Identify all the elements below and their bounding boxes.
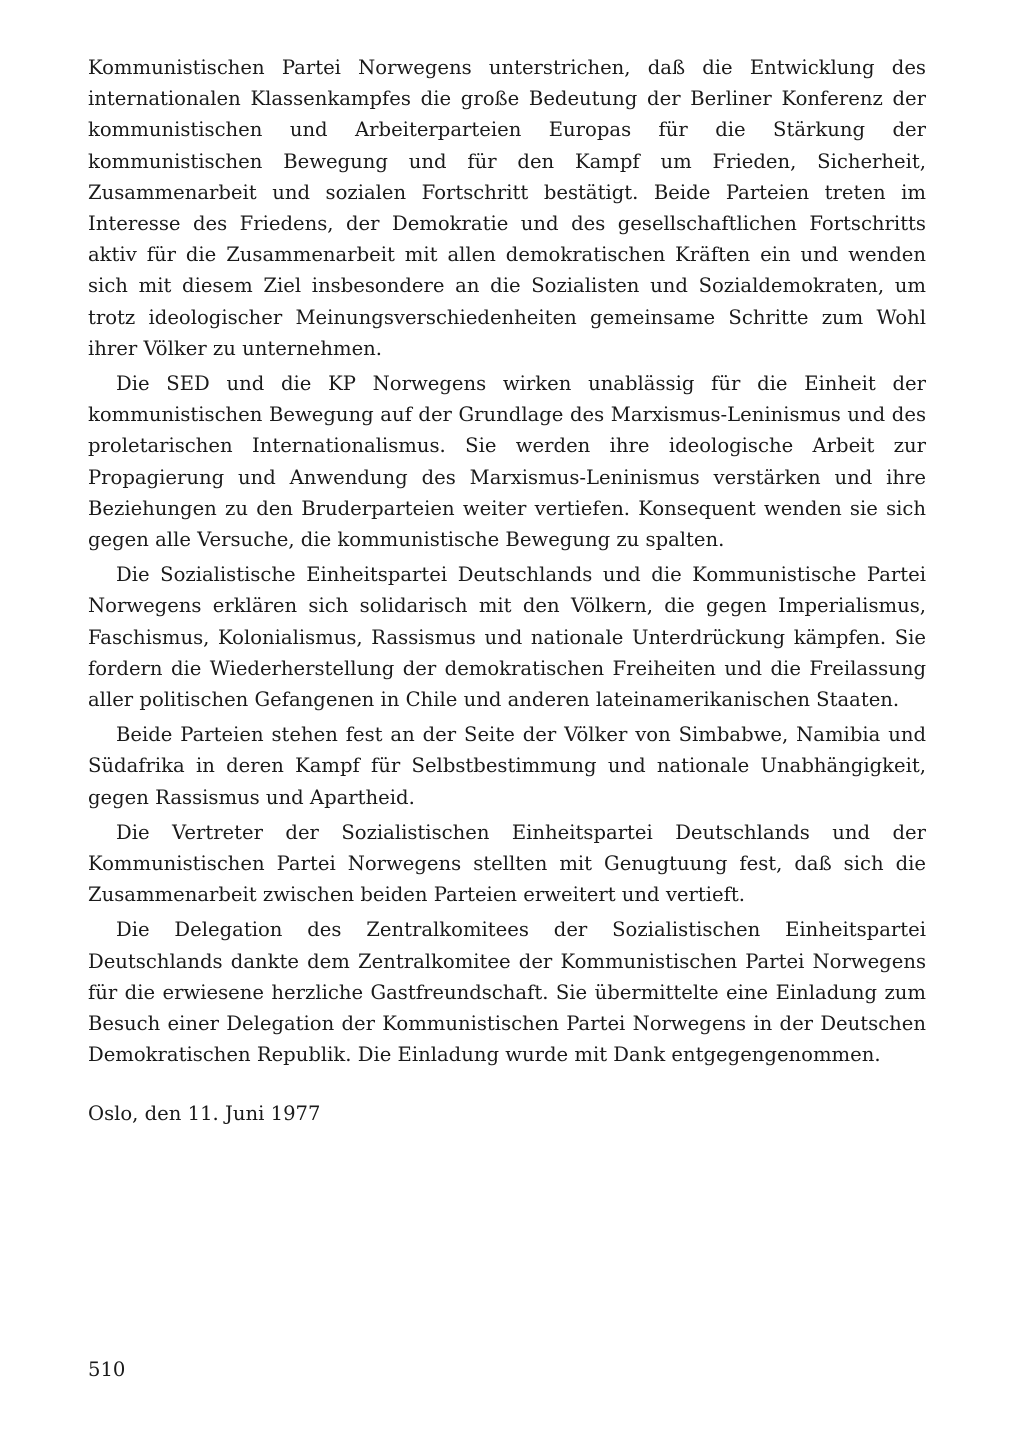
paragraph-3: Die Sozialistische Einheitspartei Deutschlands und die Kommunistische Partei Norwegens erklären sich solidarisch mit den Völkern, die gegen Imperialismus, Faschismus, Kolonialismus, Rassismus und nationale Unterdrückung kämpfen. Sie fordern die Wiederherstellung der demokratischen Freiheiten und die Freilassung aller politischen Gefangenen in Chile und anderen lateinamerikanischen Staaten. [88, 563, 926, 712]
page-number: 510 [88, 1358, 126, 1381]
paragraph-6: Die Delegation des Zentralkomitees der Sozialistischen Einheitspartei Deutschlands dankte dem Zentralkomitee der Kommunistischen Partei Norwegens für die erwiesene herzliche Gastfreundschaft. Sie übermittelte eine Einladung zum Besuch einer Delegation der Kommunistischen Partei Norwegens in der Deutschen Demokratischen Republik. Die Einladung wurde mit Dank entgegengenommen. [88, 918, 926, 1067]
document-body [88, 52, 926, 1129]
paragraph-4: Beide Parteien stehen fest an der Seite der Völker von Simbabwe, Namibia und Südafrika in deren Kampf für Selbstbestimmung und nationale Unabhängigkeit, gegen Rassismus und Apartheid. [88, 723, 926, 809]
paragraph-1: Kommunistischen Partei Norwegens unterstrichen, daß die Entwicklung des internationalen Klassenkampfes die große Bedeutung der Berliner Konferenz der kommunistischen und Arbeiterparteien Europas für die Stärkung der kommunistischen Bewegung und für den Kampf um Frieden, Sicherheit, Zusammenarbeit und sozialen Fortschritt bestätigt. Beide Parteien treten im Interesse des Friedens, der Demokratie und des gesellschaftlichen Fortschritts aktiv für die Zusammenarbeit mit allen demokratischen Kräften ein und wenden sich mit diesem Ziel insbesondere an die Sozialisten und Sozialdemokraten, um trotz ideologischer Meinungsverschiedenheiten gemeinsame Schritte zum Wohl ihrer Völker zu unternehmen. [88, 56, 926, 360]
closing-place-date: Oslo, den 11. Juni 1977 [88, 1101, 321, 1125]
paragraph-5: Die Vertreter der Sozialistischen Einheitspartei Deutschlands und der Kommunistischen Partei Norwegens stellten mit Genugtuung fest, daß sich die Zusammenarbeit zwischen beiden Parteien erweitert und vertieft. [88, 820, 926, 907]
paragraph-2: Die SED und die KP Norwegens wirken unablässig für die Einheit der kommunistischen Bewegung auf der Grundlage des Marxismus-Leninismus und des proletarischen Internationalismus. Sie werden ihre ideologische Arbeit zur Propagierung und Anwendung des Marxismus-Leninismus verstärken und ihre Beziehungen zu den Bruderparteien weiter vertiefen. Konsequent wenden sie sich gegen alle Versuche, die kommunistische Bewegung zu spalten. [88, 372, 926, 552]
